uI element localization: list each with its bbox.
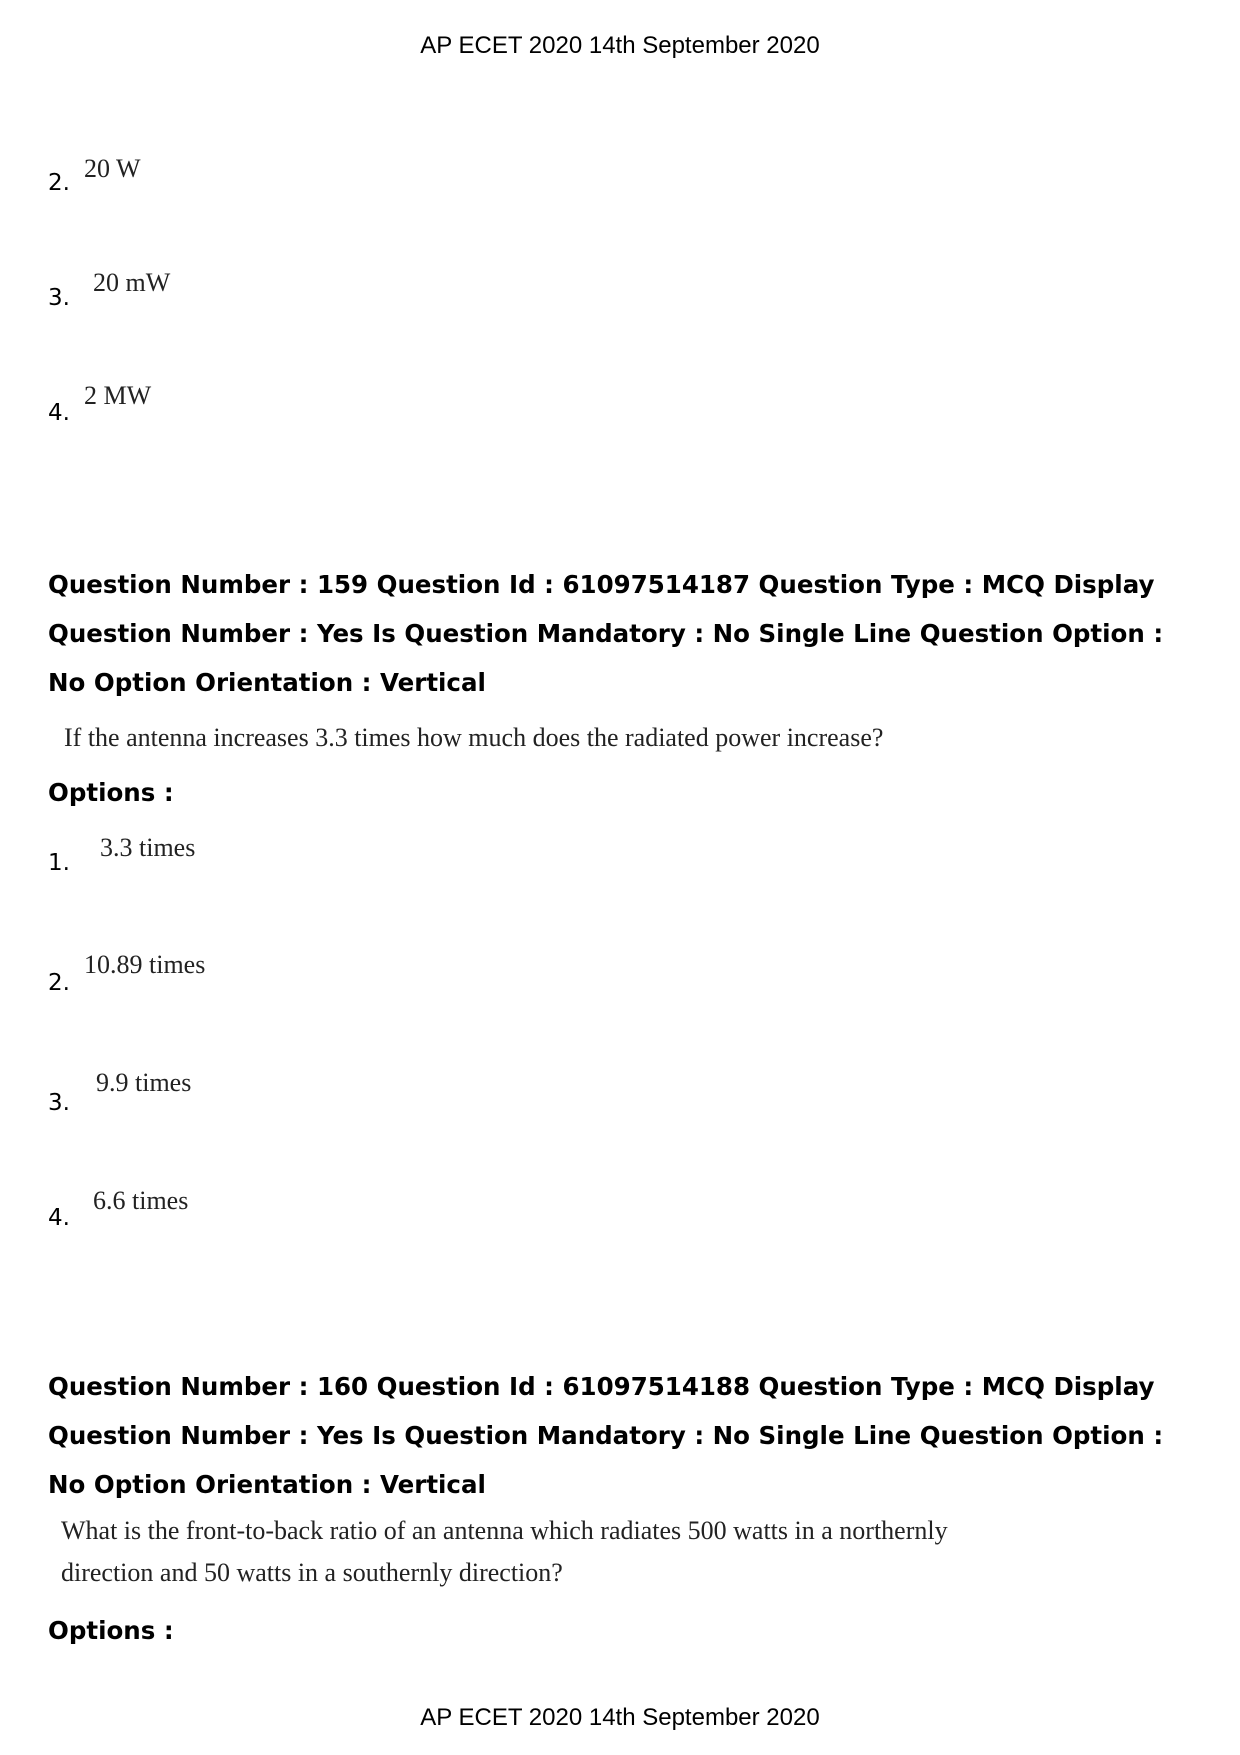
page-header: AP ECET 2020 14th September 2020 — [420, 32, 820, 59]
question-text-line: direction and 50 watts in a southernly direction? — [61, 1558, 563, 1587]
option-number: 3. — [48, 285, 70, 311]
option-text: 10.89 times — [84, 950, 206, 979]
option-number: 4. — [48, 400, 70, 426]
question-meta: Question Number : 160 Question Id : 61097514188 Question Type : MCQ Display Question Number : Yes Is Question Mandatory : No Single Line Question Option : No Option Orientation : Vertical — [48, 1372, 1164, 1499]
option-number: 4. — [48, 1205, 70, 1231]
option-number: 1. — [48, 850, 70, 876]
question-meta: Question Number : 159 Question Id : 61097514187 Question Type : MCQ Display Question Number : Yes Is Question Mandatory : No Single Line Question Option : No Option Orientation : Vertical — [48, 570, 1164, 697]
question-text: If the antenna increases 3.3 times how much does the radiated power increase? — [64, 723, 884, 752]
options-label: Options : — [48, 1616, 174, 1645]
option-number: 2. — [48, 170, 70, 196]
option-text: 2 MW — [84, 381, 152, 410]
question-text-line: What is the front-to-back ratio of an antenna which radiates 500 watts in a northernly — [61, 1516, 948, 1545]
page-footer: AP ECET 2020 14th September 2020 — [420, 1704, 820, 1731]
option-text: 20 mW — [93, 268, 171, 297]
option-text: 20 W — [84, 154, 141, 183]
option-number: 2. — [48, 970, 70, 996]
option-text: 9.9 times — [96, 1068, 192, 1097]
option-text: 6.6 times — [93, 1186, 189, 1215]
options-label: Options : — [48, 778, 174, 807]
option-text: 3.3 times — [100, 833, 196, 862]
option-number: 3. — [48, 1090, 70, 1116]
